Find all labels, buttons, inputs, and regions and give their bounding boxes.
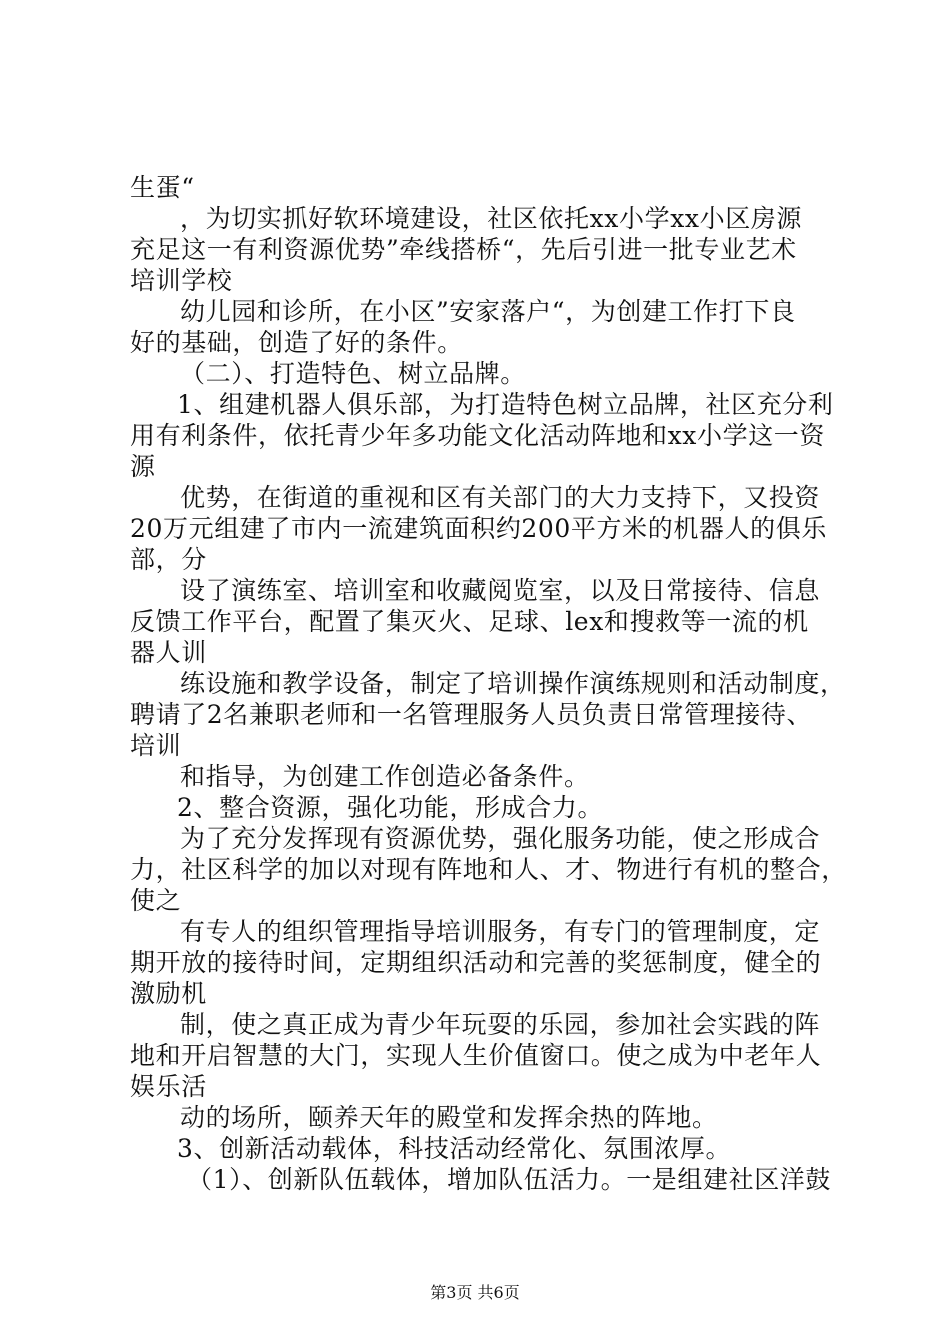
text-line: 地和开启智慧的大门，实现人生价值窗口。使之成为中老年人 xyxy=(130,1041,822,1070)
text-line: 动的场所，颐养天年的殿堂和发挥余热的阵地。 xyxy=(180,1103,718,1132)
text-line: 设了演练室、培训室和收藏阅览室，以及日常接待、信息 xyxy=(180,576,821,605)
text-line: 培训学校 xyxy=(130,266,233,295)
text-line: 器人训 xyxy=(130,638,207,667)
text-line: 期开放的接待时间，定期组织活动和完善的奖惩制度，健全的 xyxy=(130,948,822,977)
text-line: 用有利条件，依托青少年多功能文化活动阵地和xx小学这一资 xyxy=(130,421,826,450)
text-line: 为了充分发挥现有资源优势，强化服务功能，使之形成合 xyxy=(180,824,821,853)
document-body xyxy=(130,172,847,1195)
text-line: 娱乐活 xyxy=(130,1072,207,1101)
text-line: 充足这一有利资源优势”牵线搭桥“，先后引进一批专业艺术 xyxy=(130,235,797,264)
text-line: 培训 xyxy=(130,731,182,760)
text-line: 20万元组建了市内一流建筑面积约200平方米的机器人的俱乐 xyxy=(130,514,827,543)
text-line: 幼儿园和诊所，在小区”安家落户“，为创建工作打下良 xyxy=(180,297,796,326)
text-line: 部，分 xyxy=(130,545,207,574)
text-line: 2、整合资源，强化功能，形成合力。 xyxy=(177,793,604,822)
text-line: 1、组建机器人俱乐部，为打造特色树立品牌，社区充分利 xyxy=(177,390,834,419)
text-line: 激励机 xyxy=(130,979,207,1008)
text-line: 优势，在街道的重视和区有关部门的大力支持下，又投资 xyxy=(180,483,821,512)
text-line: 反馈工作平台，配置了集灭火、足球、lex和搜救等一流的机 xyxy=(130,607,809,636)
text-line: 3、创新活动载体，科技活动经常化、氛围浓厚。 xyxy=(177,1134,732,1163)
text-line: 好的基础，创造了好的条件。 xyxy=(130,328,463,357)
text-line: 生蛋“ xyxy=(130,173,195,202)
text-line: 制，使之真正成为青少年玩耍的乐园，参加社会实践的阵 xyxy=(180,1010,821,1039)
text-line: 使之 xyxy=(130,886,182,915)
text-line: 聘请了2名兼职老师和一名管理服务人员负责日常管理接待、 xyxy=(130,700,813,729)
text-line: 和指导，为创建工作创造必备条件。 xyxy=(180,762,590,791)
text-line: ，为切实抓好软环境建设，社区依托xx小学xx小区房源 xyxy=(180,204,802,233)
page-number-footer: 第3页 共6页 xyxy=(430,1283,520,1302)
text-line: 源 xyxy=(130,452,156,481)
text-line: 力，社区科学的加以对现有阵地和人、才、物进行有机的整合， xyxy=(130,855,847,884)
text-line: 有专人的组织管理指导培训服务，有专门的管理制度，定 xyxy=(180,917,821,946)
text-line: （1）、创新队伍载体，增加队伍活力。一是组建社区洋鼓 xyxy=(187,1165,832,1194)
section-heading: （二）、打造特色、树立品牌。 xyxy=(180,359,526,388)
text-line: 练设施和教学设备，制定了培训操作演练规则和活动制度， xyxy=(180,669,846,698)
